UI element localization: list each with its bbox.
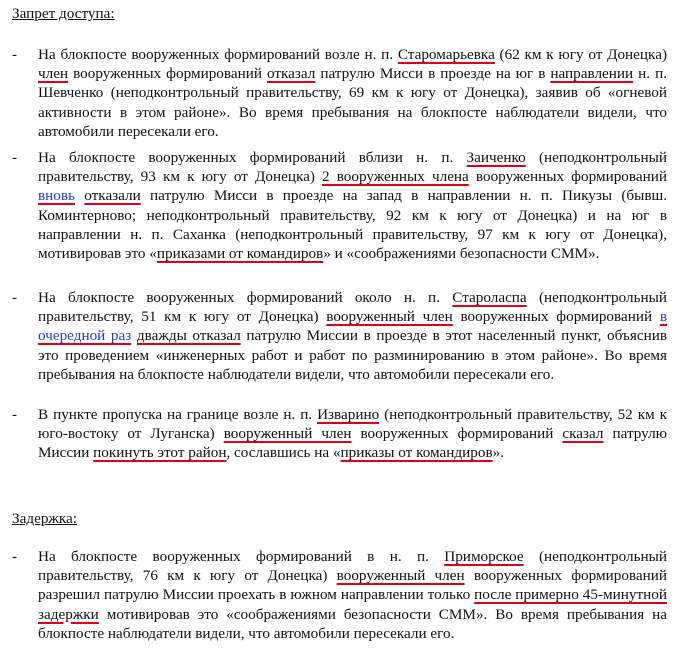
- list-item-staromaryevka: [12, 45, 667, 141]
- highlight-underline: после примерно 45-минутной задержки: [38, 586, 667, 623]
- list-dash: -: [12, 46, 18, 63]
- list-item-starolaspa: [12, 288, 667, 384]
- item-text: [38, 45, 667, 141]
- text-run: мотивировав это «соображениями безопасности СММ». Во время пребывания на блокпосте наблюдатели видели, что автомобили пересекали его.: [38, 605, 667, 642]
- item-text: [38, 288, 667, 384]
- text-run: патрулю Мисси в проезде на юг в: [315, 65, 551, 83]
- text-run: (неподконтрольный правительству, 51 км к югу от Донецка): [38, 289, 667, 326]
- text-run: вооруженных формирований: [468, 168, 667, 186]
- list-dash: -: [12, 149, 18, 166]
- section-heading-access-denial: Запрет доступа:: [12, 5, 115, 22]
- highlight-underline: Староласпа: [452, 289, 527, 306]
- item-text: [38, 405, 667, 463]
- highlight-underline: вооруженный член: [336, 567, 465, 585]
- highlight-underline: 2 вооруженных члена: [322, 168, 469, 186]
- text-run: н. п. Шевченко (неподконтрольный правительству, 69 км к югу от Донецка), заявив об «огневой активности в этом районе». Во время пребывания на блокпосте наблюдатели видели, что автомобили пересекали его.: [38, 65, 667, 140]
- text-run: (62 км к югу от Донецка): [494, 46, 668, 63]
- text-run: » и «соображениями безопасности СММ».: [323, 245, 600, 263]
- text-run: [75, 187, 84, 204]
- list-item-primorskoe: [12, 547, 667, 643]
- highlight-underline: покинуть этот район: [93, 444, 227, 462]
- section-heading-detention: Задержка:: [12, 510, 78, 527]
- list-item-zaichenko: [12, 148, 667, 263]
- item-text: [38, 547, 667, 643]
- text-run: ».: [492, 444, 505, 462]
- text-run: На блокпосте вооруженных формирований возле н. п.: [38, 46, 398, 63]
- text-run: (неподконтрольный правительству, 52 км к юго-востоку от Луганска): [38, 406, 667, 443]
- highlight-underline: дважды отказал: [136, 327, 241, 345]
- text-run: вооруженных формирований: [351, 425, 563, 443]
- highlight-underline: сказал: [562, 425, 604, 443]
- text-run: На блокпосте вооруженных формирований в н. п.: [38, 548, 445, 565]
- highlight-underline: отказал: [266, 65, 316, 83]
- list-dash: -: [12, 289, 18, 306]
- text-run: На блокпосте вооруженных формирований вблизи н. п.: [38, 149, 467, 166]
- highlight-underline: Приморское: [444, 548, 524, 565]
- text-run: (неподконтрольный правительству, 93 км к югу от Донецка): [38, 149, 667, 186]
- highlight-underline: отказали: [84, 187, 141, 205]
- text-run: патрулю Миссии в проезде в этот населенный пункт, объяснив это проведением «инженерных работ и работ по разминированию в этом районе». Во время пребывания на блокпосте наблюдатели видели, что автомобили пересекали его.: [38, 327, 668, 383]
- text-run: вооруженных формирований: [452, 308, 660, 326]
- text-run: , сославшись на «: [226, 444, 341, 462]
- item-text: [38, 148, 667, 263]
- text-run: В пункте пропуска на границе возле н. п.: [38, 406, 318, 423]
- list-dash: -: [12, 406, 18, 423]
- highlight-underline: Заиченко: [466, 149, 526, 166]
- highlight-underline: член: [38, 65, 69, 83]
- text-run: вооруженных формирований разрешил патрулю Миссии проехать в южном направлении только: [38, 567, 668, 604]
- list-dash: -: [12, 548, 18, 565]
- hyperlink[interactable]: вновь: [38, 187, 75, 205]
- highlight-underline: приказы от командиров: [340, 444, 493, 462]
- list-item-izvarino: [12, 405, 667, 463]
- text-run: патрулю Миссии: [38, 425, 668, 462]
- text-run: На блокпосте вооруженных формирований около н. п.: [38, 289, 453, 306]
- highlight-underline: направлении: [550, 65, 634, 83]
- text-run: патрулю Мисси в проезде на запад в направлении н. п. Пикузы (бывш. Коминтерново; неподконтрольный правительству, 92 км к югу от Донецка) и на юг в направлении н. п. Саханка (неподконтрольный правительству, 97 км к югу от Донецка), мотивировав это «: [38, 187, 667, 263]
- highlight-underline: вооруженный член: [326, 308, 453, 326]
- highlight-underline: приказами от командиров: [156, 245, 324, 263]
- text-run: (неподконтрольный правительству, 76 км к югу от Донецка): [38, 548, 667, 585]
- highlight-underline: Изварино: [317, 406, 380, 423]
- hyperlink[interactable]: в очередной раз: [38, 308, 667, 345]
- highlight-underline: Старомарьевка: [397, 46, 495, 63]
- text-run: вооруженных формирований: [68, 65, 267, 83]
- highlight-underline: вооруженный член: [223, 425, 352, 443]
